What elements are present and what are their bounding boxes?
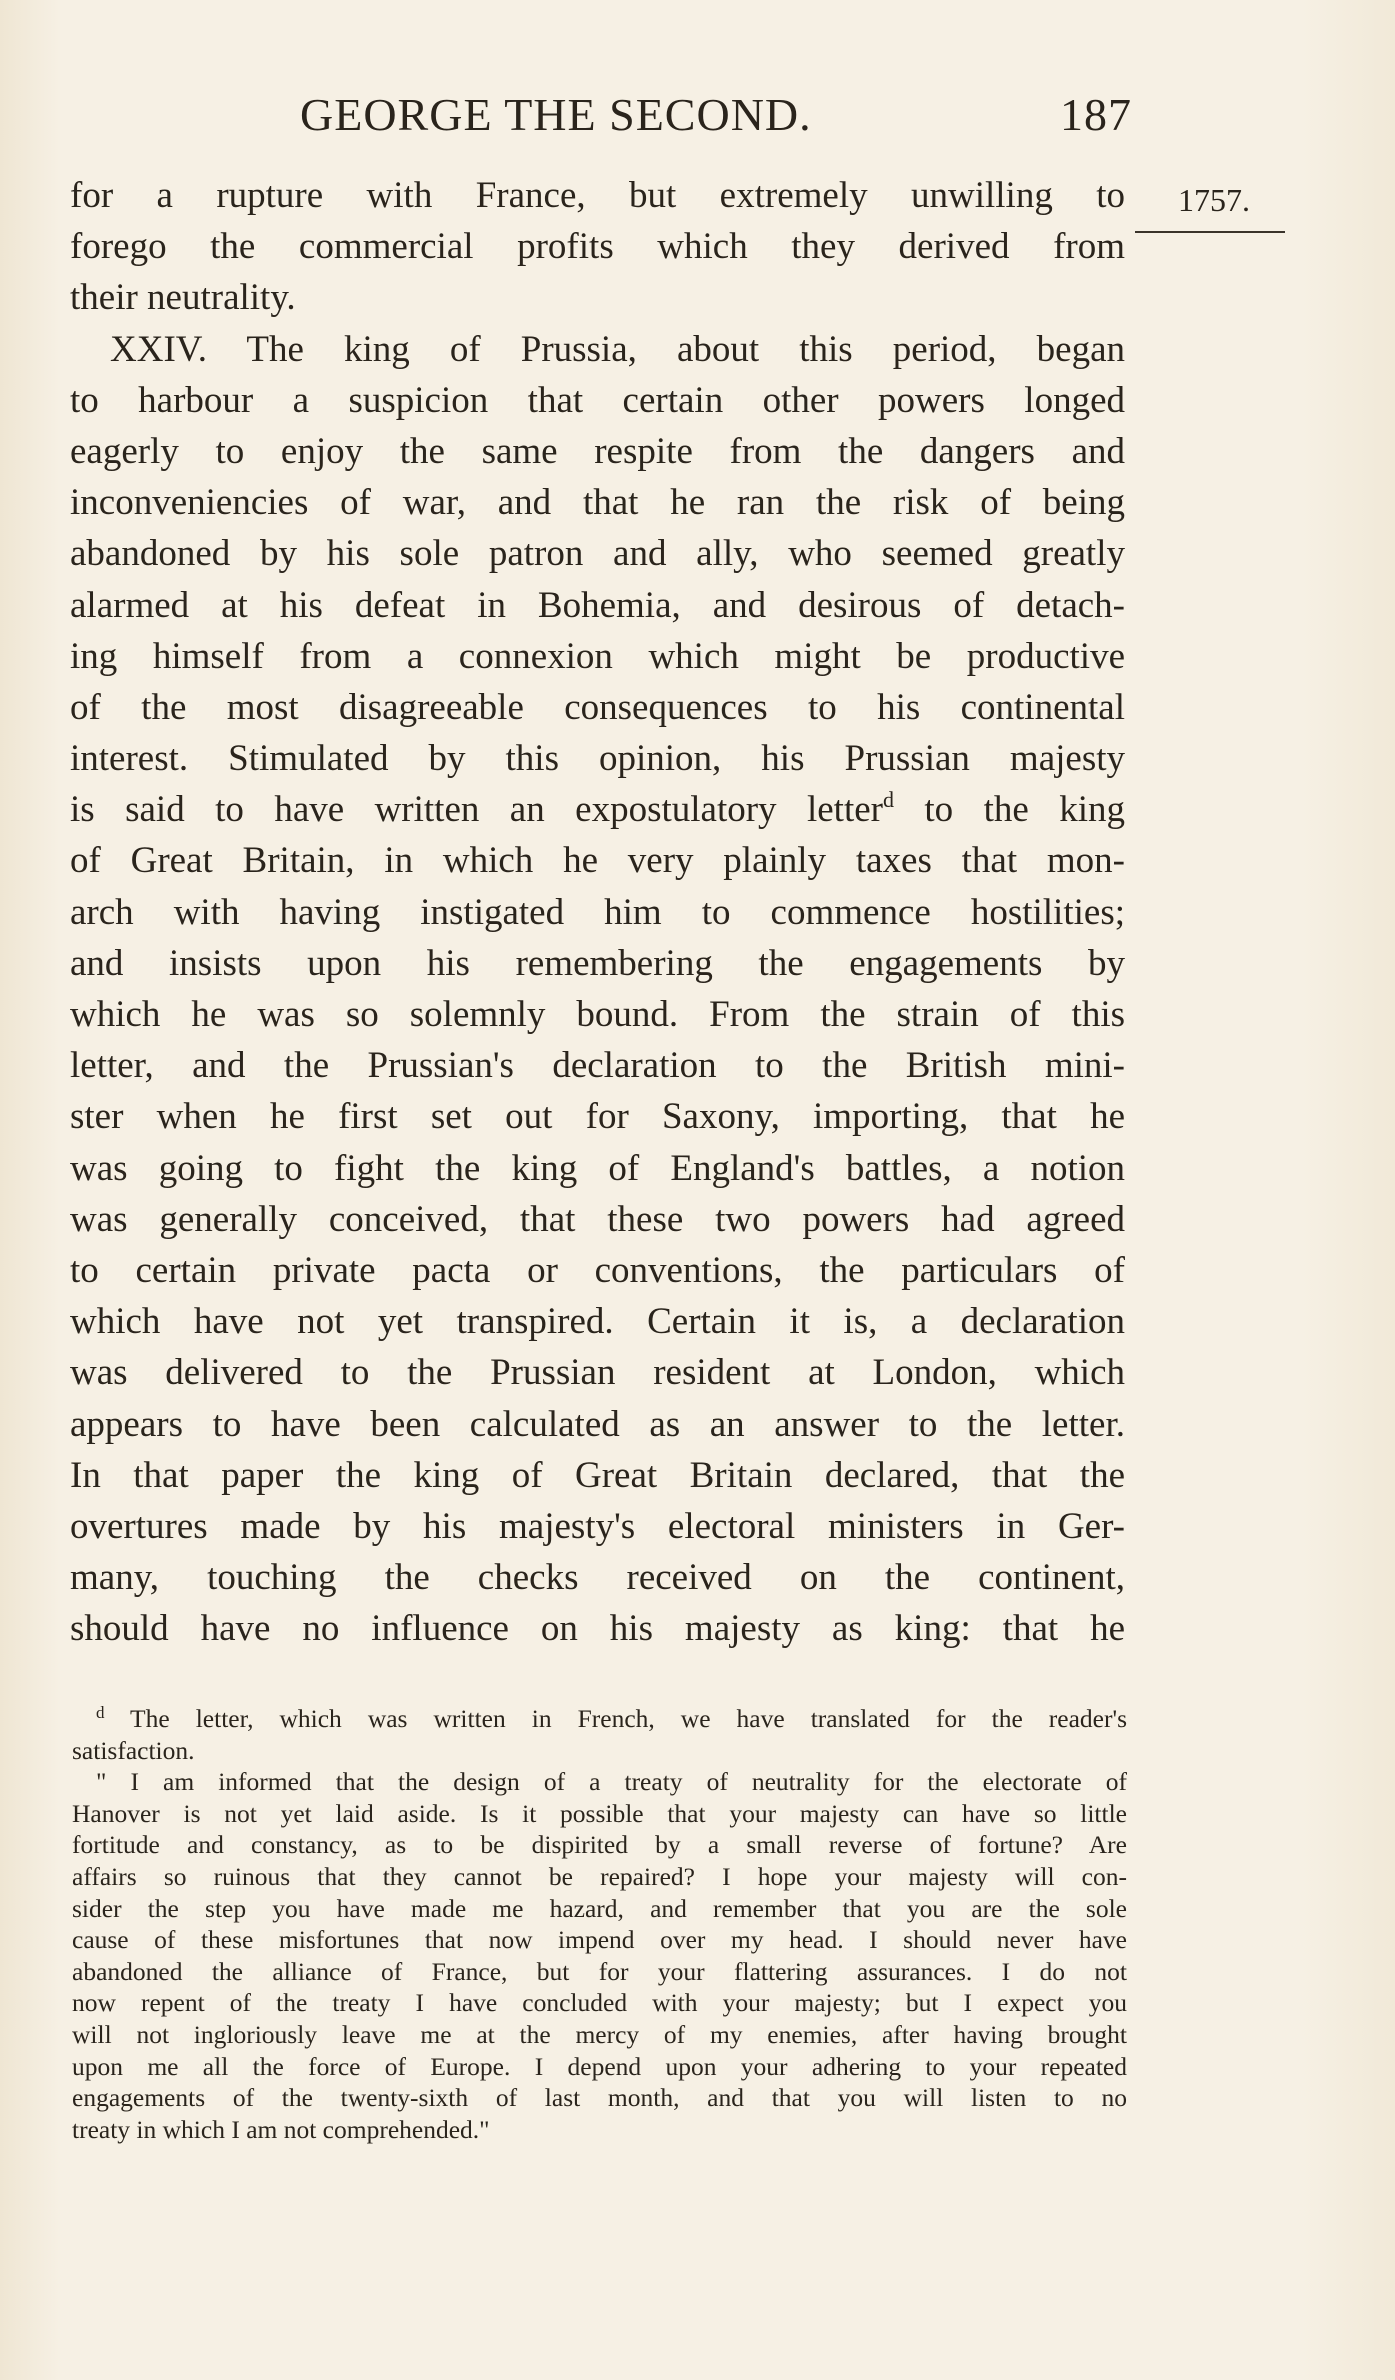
- body-line: of the most disagreeable consequences to his continental: [70, 686, 1125, 728]
- body-line-text: is said to have written an expostulatory letter: [70, 789, 883, 831]
- margin-year: 1757.: [1178, 182, 1250, 218]
- body-line: eagerly to enjoy the same respite from the dangers and: [70, 430, 1125, 472]
- body-line: should have no influence on his majesty as king: that he: [70, 1608, 1125, 1650]
- body-line: was going to fight the king of England's battles, a notion: [70, 1147, 1125, 1189]
- page-number: 187: [1060, 89, 1132, 140]
- footnote-line: now repent of the treaty I have concluded with your majesty; but I expect you: [72, 1988, 1127, 2018]
- body-line: for a rupture with France, but extremely unwilling to: [70, 175, 1125, 216]
- body-line: letter, and the Prussian's declaration to the British mini-: [70, 1045, 1125, 1087]
- body-line: to certain private pacta or conventions, the particulars of: [70, 1249, 1125, 1291]
- footnote-reference: d: [882, 787, 894, 813]
- body-line: abandoned by his sole patron and ally, who seemed greatly: [70, 533, 1125, 575]
- footnote-line: abandoned the alliance of France, but for your flattering assurances. I do not: [72, 1956, 1127, 1986]
- body-line: and insists upon his remembering the engagements by: [70, 942, 1125, 984]
- body-line: ing himself from a connexion which might be productive: [70, 635, 1125, 677]
- footnote-line: fortitude and constancy, as to be dispirited by a small reverse of fortune? Are: [72, 1830, 1127, 1860]
- footnote-line: satisfaction.: [72, 1735, 195, 1765]
- footnote-line-text: The letter, which was written in French, we have translated for the reader's: [104, 1704, 1127, 1733]
- running-title: GEORGE THE SECOND.: [300, 89, 812, 140]
- footnote-line: sider the step you have made me hazard, and remember that you are the sole: [72, 1893, 1127, 1923]
- footnote-line: treaty in which I am not comprehended.": [72, 2114, 490, 2144]
- footnote-line: Hanover is not yet laid aside. Is it possible that your majesty can have so little: [72, 1798, 1127, 1828]
- margin-rule: [1135, 231, 1285, 233]
- body-line: which he was so solemnly bound. From the strain of this: [70, 994, 1125, 1035]
- footnote-line: upon me all the force of Europe. I depend upon your adhering to your repeated: [72, 2051, 1127, 2081]
- footnote-marker: d: [96, 1703, 105, 1722]
- body-line-tail: to the king: [893, 789, 1126, 831]
- body-line: overtures made by his majesty's electoral ministers in Ger-: [70, 1505, 1125, 1547]
- body-line: forego the commercial profits which they derived from: [70, 226, 1125, 268]
- body-line: interest. Stimulated by this opinion, his Prussian majesty: [70, 738, 1125, 780]
- body-line: ster when he first set out for Saxony, importing, that he: [70, 1096, 1125, 1138]
- footnote-line: [72, 1703, 1127, 1735]
- body-line: arch with having instigated him to commence hostilities;: [70, 891, 1125, 933]
- body-line: inconveniencies of war, and that he ran the risk of being: [70, 482, 1125, 524]
- footnotes: [72, 1703, 1127, 2145]
- body-line: was delivered to the Prussian resident at London, which: [70, 1352, 1125, 1394]
- body-line: XXIV. The king of Prussia, about this period, began: [110, 328, 1125, 370]
- footnote-line: cause of these misfortunes that now impend over my head. I should never have: [72, 1925, 1127, 1955]
- body-line: many, touching the checks received on the continent,: [70, 1557, 1125, 1599]
- footnote-line: will not ingloriously leave me at the mercy of my enemies, after having brought: [72, 2019, 1127, 2049]
- body-line-with-footnote-ref: [70, 784, 1125, 835]
- body-text: [70, 170, 1125, 1654]
- body-line: was generally conceived, that these two powers had agreed: [70, 1198, 1125, 1240]
- body-line: In that paper the king of Great Britain declared, that the: [70, 1454, 1125, 1496]
- body-line: to harbour a suspicion that certain other powers longed: [70, 379, 1125, 421]
- footnote-line: engagements of the twenty-sixth of last month, and that you will listen to no: [72, 2083, 1127, 2113]
- body-line: which have not yet transpired. Certain it is, a declaration: [70, 1301, 1125, 1343]
- body-line: appears to have been calculated as an answer to the letter.: [70, 1403, 1125, 1445]
- body-line: their neutrality.: [70, 277, 296, 319]
- footnote-line: affairs so ruinous that they cannot be repaired? I hope your majesty will con-: [72, 1861, 1127, 1891]
- body-line: of Great Britain, in which he very plainly taxes that mon-: [70, 840, 1125, 882]
- body-line: alarmed at his defeat in Bohemia, and desirous of detach-: [70, 584, 1125, 626]
- footnote-line: " I am informed that the design of a treaty of neutrality for the electorate of: [96, 1767, 1127, 1797]
